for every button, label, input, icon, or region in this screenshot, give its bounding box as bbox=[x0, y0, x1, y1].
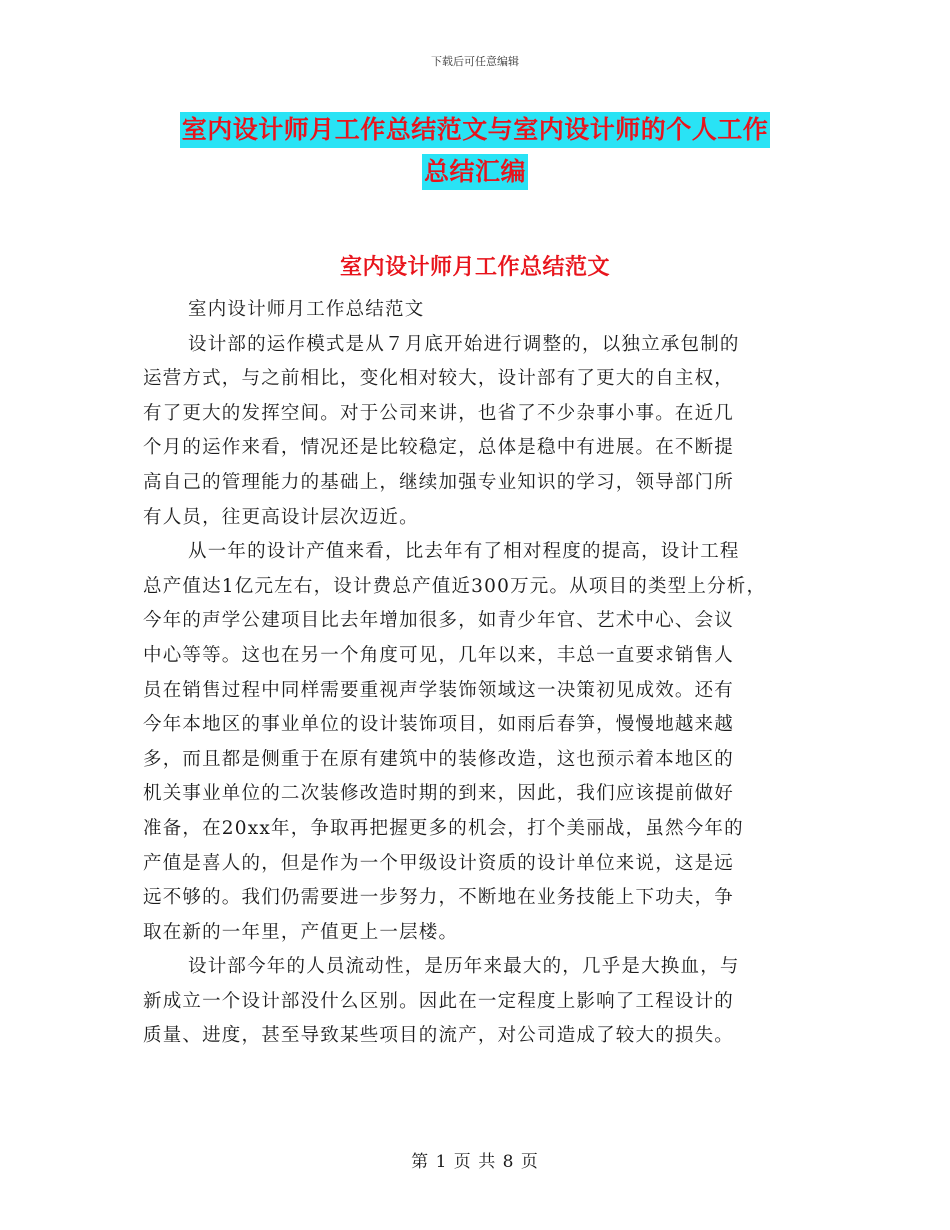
body-line: 室内设计师月工作总结范文 bbox=[188, 299, 425, 320]
body-line: 从一年的设计产值来看，比去年有了相对程度的提高，设计工程 bbox=[188, 541, 740, 563]
body-line: 有了更大的发挥空间。对于公司来讲，也省了不少杂事小事。在近几 bbox=[143, 402, 735, 424]
body-line: 产值是喜人的，但是作为一个甲级设计资质的设计单位来说，这是远 bbox=[143, 852, 735, 874]
body-line: 多，而且都是侧重于在原有建筑中的装修改造，这也预示着本地区的 bbox=[143, 748, 735, 770]
page-footer: 第 1 页 共 8 页 bbox=[411, 1152, 539, 1172]
body-line: 取在新的一年里，产值更上一层楼。 bbox=[143, 921, 459, 943]
document-title bbox=[0, 112, 950, 190]
body-line: 新成立一个设计部没什么区别。因此在一定程度上影响了工程设计的 bbox=[143, 990, 735, 1012]
body-line: 有人员，往更高设计层次迈近。 bbox=[143, 506, 419, 528]
body-line: 中心等等。这也在另一个角度可见，几年以来，丰总一直要求销售人 bbox=[143, 644, 735, 666]
body-text bbox=[143, 293, 813, 1054]
body-line: 今年本地区的事业单位的设计装饰项目，如雨后春笋，慢慢地越来越 bbox=[143, 714, 735, 736]
body-line: 准备，在20xx年，争取再把握更多的机会，打个美丽战，虽然今年的 bbox=[143, 817, 744, 839]
body-line: 今年的声学公建项目比去年增加很多，如青少年官、艺术中心、会议 bbox=[143, 610, 735, 632]
section-title: 室内设计师月工作总结范文 bbox=[339, 254, 610, 280]
body-line: 质量、进度，甚至导致某些项目的流产，对公司造成了较大的损失。 bbox=[143, 1025, 735, 1047]
header-note: 下载后可任意编辑 bbox=[431, 55, 519, 68]
body-line: 员在销售过程中同样需要重视声学装饰领域这一决策初见成效。还有 bbox=[143, 679, 735, 701]
title-line-2: 总结汇编 bbox=[422, 154, 528, 190]
body-line: 设计部的运作模式是从７月底开始进行调整的，以独立承包制的 bbox=[188, 333, 740, 355]
body-line: 高自己的管理能力的基础上，继续加强专业知识的学习，领导部门所 bbox=[143, 471, 735, 493]
body-line: 个月的运作来看，情况还是比较稳定，总体是稳中有进展。在不断提 bbox=[143, 437, 735, 459]
body-line: 运营方式，与之前相比，变化相对较大，设计部有了更大的自主权， bbox=[143, 368, 735, 390]
body-line: 远不够的。我们仍需要进一步努力，不断地在业务技能上下功夫，争 bbox=[143, 887, 735, 909]
body-line: 机关事业单位的二次装修改造时期的到来，因此，我们应该提前做好 bbox=[143, 783, 735, 805]
title-line-1: 室内设计师月工作总结范文与室内设计师的个人工作 bbox=[180, 112, 771, 148]
body-line: 设计部今年的人员流动性，是历年来最大的，几乎是大换血，与 bbox=[188, 956, 740, 978]
body-line: 总产值达1亿元左右，设计费总产值近300万元。从项目的类型上分析， bbox=[143, 575, 767, 597]
